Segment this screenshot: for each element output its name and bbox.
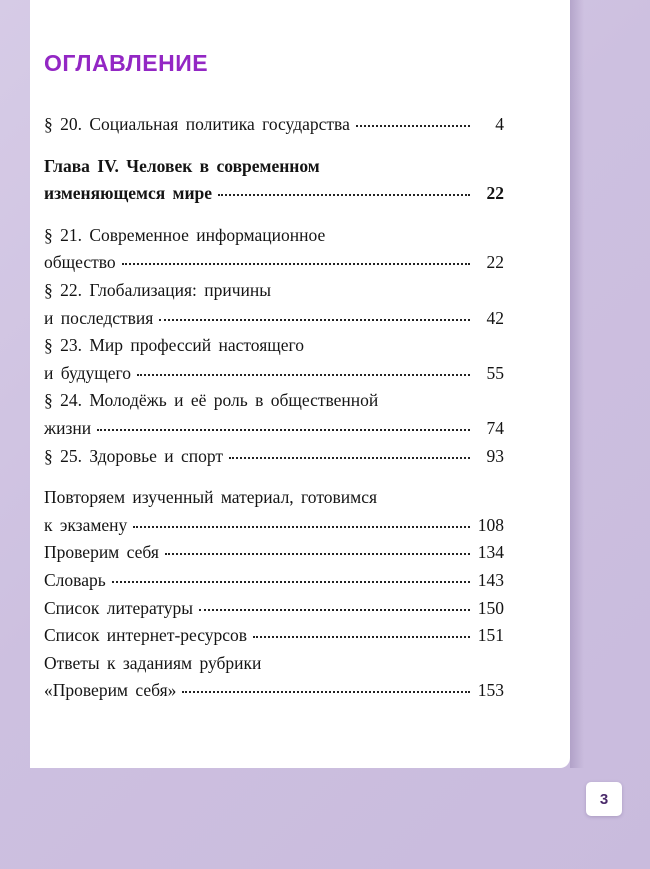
toc-entry[interactable] — [44, 484, 504, 511]
page-number-badge: 3 — [586, 782, 622, 816]
spacer — [44, 470, 504, 484]
toc-entry-continued[interactable] — [44, 512, 504, 539]
dot-leader — [137, 374, 470, 376]
dot-leader — [218, 194, 470, 196]
dot-leader — [356, 125, 470, 127]
toc-entry-page: 151 — [477, 625, 504, 646]
toc-entry[interactable] — [44, 595, 504, 622]
toc-entry-page: 42 — [486, 307, 504, 328]
toc-entry[interactable] — [44, 277, 504, 304]
dot-leader — [159, 319, 470, 321]
toc-entry-page: 93 — [486, 445, 504, 466]
toc-entry[interactable] — [44, 222, 504, 249]
dot-leader — [133, 526, 470, 528]
dot-leader — [182, 691, 470, 693]
toc-entry-label: общество — [44, 252, 116, 273]
toc-entry-label: Словарь — [44, 569, 106, 590]
toc-entry-label: § 25. Здоровье и спорт — [44, 445, 224, 466]
dot-leader — [229, 457, 470, 459]
toc-entry[interactable] — [44, 443, 504, 470]
spacer — [44, 208, 504, 222]
toc-entry[interactable] — [44, 650, 504, 677]
toc-entry-label: изменяющемся мире — [44, 183, 213, 204]
dot-leader — [112, 581, 470, 583]
toc-entry-page: 22 — [486, 183, 504, 204]
dot-leader — [122, 263, 470, 265]
toc-entry[interactable] — [44, 539, 504, 566]
toc-entry-label: жизни — [44, 417, 92, 438]
toc-entry-continued[interactable] — [44, 305, 504, 332]
toc-entry-label: Список интернет-ресурсов — [44, 625, 248, 646]
toc-entry[interactable] — [44, 567, 504, 594]
toc-entry-continued[interactable] — [44, 415, 504, 442]
toc-entry-page: 4 — [495, 114, 504, 134]
toc-entry-label: и будущего — [44, 362, 132, 383]
toc-entry-continued[interactable] — [44, 180, 504, 207]
toc-entry-page: 153 — [477, 680, 504, 701]
toc-entry-page: 74 — [486, 417, 504, 438]
toc-entry-label: Ответы к заданиям рубрики — [44, 652, 262, 673]
toc-entry-label: § 23. Мир профессий настоящего — [44, 335, 304, 356]
toc-entry-page: 134 — [477, 542, 504, 563]
toc-entry-page: 108 — [477, 514, 504, 535]
spacer — [44, 139, 504, 153]
dot-leader — [199, 609, 470, 611]
toc-entry-label: и последствия — [44, 307, 154, 328]
table-of-contents — [44, 50, 504, 705]
page-title: ОГЛАВЛЕНИЕ — [44, 50, 209, 76]
toc-entry-label: Повторяем изученный материал, готовимся — [44, 487, 378, 508]
toc-entry-label: § 22. Глобализация: причины — [44, 279, 272, 300]
toc-entry-continued[interactable] — [44, 360, 504, 387]
toc-entry-label: § 21. Современное информационное — [44, 224, 326, 245]
toc-entry-page: 22 — [486, 252, 504, 273]
toc-entry-continued[interactable] — [44, 677, 504, 704]
toc-entry-label: «Проверим себя» — [44, 680, 177, 701]
toc-entry[interactable] — [44, 111, 504, 138]
toc-entry[interactable] — [44, 332, 504, 359]
toc-entry-page: 55 — [486, 362, 504, 383]
toc-entry-label: Глава IV. Человек в современном — [44, 155, 320, 176]
toc-entry-label: Список литературы — [44, 597, 194, 618]
dot-leader — [97, 429, 470, 431]
toc-entry[interactable] — [44, 622, 504, 649]
toc-entry-label: Проверим себя — [44, 542, 159, 563]
toc-entry-page: 150 — [477, 597, 504, 618]
toc-entry[interactable] — [44, 153, 504, 180]
dot-leader — [253, 636, 470, 638]
toc-entry[interactable] — [44, 387, 504, 414]
toc-entry-page: 143 — [477, 569, 504, 590]
toc-entry-continued[interactable] — [44, 249, 504, 276]
page-edge-shadow — [570, 0, 584, 768]
toc-entry-label: к экзамену — [44, 514, 128, 535]
dot-leader — [165, 553, 470, 555]
toc-entry-label: § 20. Социальная политика государства — [44, 114, 350, 134]
toc-entry-label: § 24. Молодёжь и её роль в общественной — [44, 390, 379, 411]
